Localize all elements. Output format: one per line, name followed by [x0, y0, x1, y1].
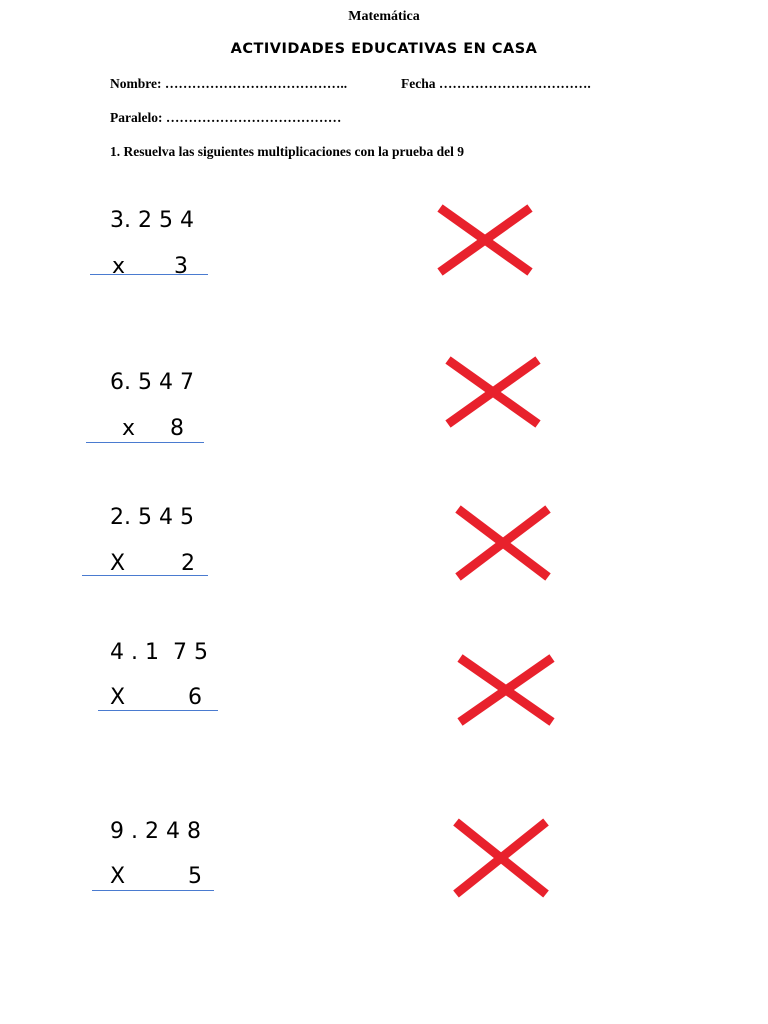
instruction-text: 1. Resuelva las siguientes multiplicaciones con la prueba del 9	[110, 144, 465, 159]
name-field	[110, 76, 347, 92]
cross-icon	[436, 204, 534, 276]
problem-2	[0, 362, 768, 472]
name-field-label: Nombre: …………………………………..	[110, 76, 348, 91]
cross-icon	[452, 818, 550, 898]
date-field	[401, 76, 591, 92]
problem-4-underline	[98, 710, 218, 711]
class-field-label: Paralelo: …………………………………	[110, 110, 342, 125]
problem-5	[0, 811, 768, 921]
page-title: ACTIVIDADES EDUCATIVAS EN CASA	[230, 41, 538, 57]
problem-5-number: 9 . 2 4 8	[110, 819, 201, 844]
problem-1-underline	[90, 274, 208, 275]
cross-icon	[454, 505, 552, 581]
problem-4-multiplier: X 6	[110, 685, 203, 710]
problem-2-multiplier: x 8	[108, 416, 184, 441]
class-field	[110, 110, 341, 126]
cross-icon	[456, 654, 556, 726]
problem-3-underline	[82, 575, 208, 576]
problem-2-underline	[86, 442, 204, 443]
cross-icon	[444, 356, 542, 428]
problem-4	[0, 632, 768, 742]
problem-1-multiplier: x 3	[105, 254, 188, 279]
problem-3	[0, 497, 768, 607]
subject-heading: Matemática	[348, 9, 420, 24]
problem-3-number: 2. 5 4 5	[110, 505, 194, 530]
problem-3-multiplier: X 2	[110, 551, 196, 576]
problem-1	[0, 200, 768, 310]
problem-2-number: 6. 5 4 7	[110, 370, 194, 395]
problem-4-number: 4 . 1 7 5	[110, 640, 208, 665]
problem-1-number: 3. 2 5 4	[110, 208, 194, 233]
problem-5-multiplier: X 5	[110, 864, 203, 889]
problem-5-underline	[92, 890, 214, 891]
date-field-label: Fecha …………………………….	[401, 76, 591, 91]
